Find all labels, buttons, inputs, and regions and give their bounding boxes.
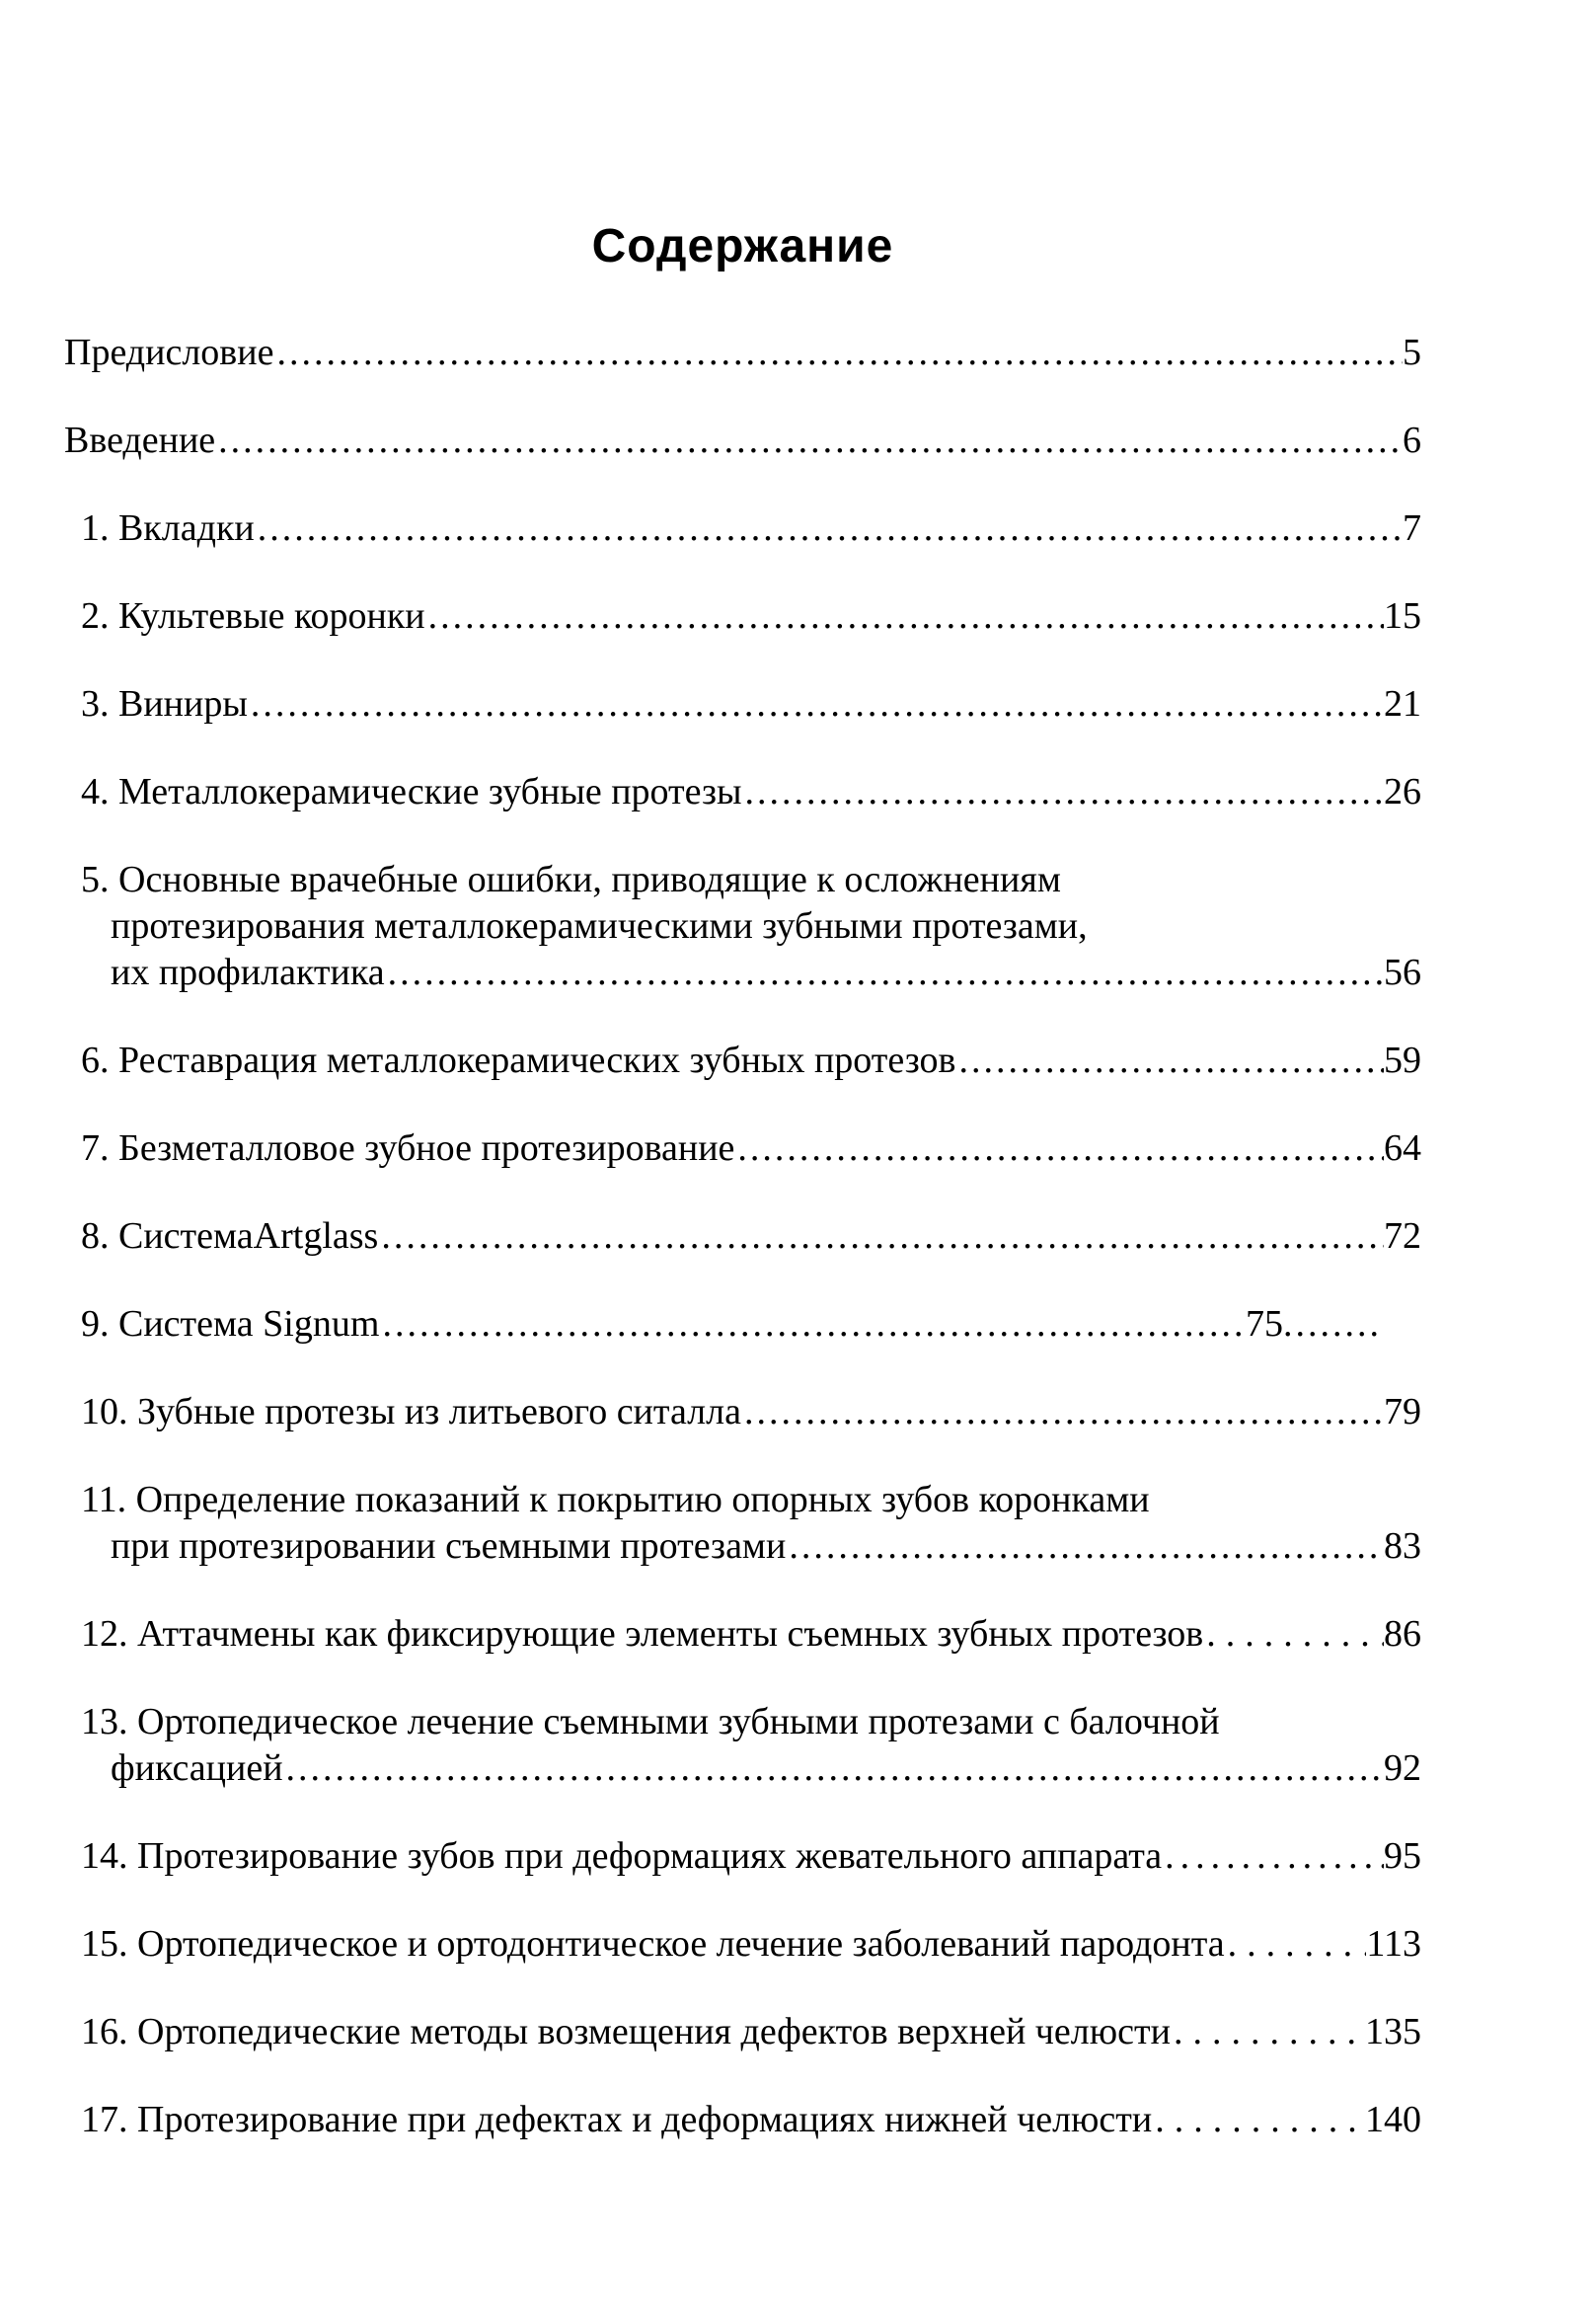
toc-entry-label: 9. Система Signum xyxy=(81,1303,380,1345)
toc-line xyxy=(64,593,1421,640)
dot-leader xyxy=(428,593,1384,640)
toc-entry-label: протезирования металлокерамическими зубными протезами, xyxy=(111,905,1088,947)
toc-entry xyxy=(64,769,1421,815)
dot-leader xyxy=(1206,1611,1384,1658)
toc-line xyxy=(64,1213,1421,1260)
toc-line xyxy=(64,769,1421,815)
dot-leader xyxy=(789,1523,1384,1570)
toc-entry-label: 8. СистемаArtglass xyxy=(81,1215,379,1257)
toc-entry-label: 16. Ортопедические методы возмещения дефектов верхней челюсти xyxy=(81,2011,1171,2052)
toc-entry xyxy=(64,1477,1421,1570)
toc-entry-label: 12. Аттачмены как фиксирующие элементы съемных зубных протезов xyxy=(81,1613,1204,1655)
toc-entry xyxy=(64,1833,1421,1880)
toc-entry-label: при протезировании съемными протезами xyxy=(111,1525,787,1567)
toc-line xyxy=(64,330,1421,376)
toc-line xyxy=(64,505,1421,552)
page-number: 56 xyxy=(1384,952,1421,993)
page-number: 140 xyxy=(1365,2099,1421,2140)
toc-entry-label: 2. Культевые коронки xyxy=(81,595,425,637)
page-number: 83 xyxy=(1384,1525,1421,1567)
toc-line xyxy=(64,903,1421,950)
toc-entry-label: Введение xyxy=(64,420,216,461)
toc-entry xyxy=(64,681,1421,728)
toc-entry xyxy=(64,1213,1421,1260)
dot-leader xyxy=(388,950,1384,996)
dot-leader xyxy=(258,505,1403,552)
toc-entry xyxy=(64,418,1421,464)
page-number: 15 xyxy=(1384,595,1421,637)
toc-entry xyxy=(64,1301,1421,1348)
dot-leader xyxy=(737,1125,1384,1172)
page-title: Содержание xyxy=(591,220,894,272)
toc-entry xyxy=(64,1389,1421,1435)
toc-entry-label: их профилактика xyxy=(111,952,385,993)
toc-entry-label: 13. Ортопедическое лечение съемными зубными протезами с балочной xyxy=(81,1701,1220,1742)
toc-entry-label: 5. Основные врачебные ошибки, приводящие к осложнениям xyxy=(81,859,1061,900)
toc-line xyxy=(64,1389,1421,1435)
toc-entry xyxy=(64,857,1421,996)
page-number: 95 xyxy=(1384,1835,1421,1877)
page-number: 135 xyxy=(1365,2011,1421,2052)
toc-entry xyxy=(64,593,1421,640)
page-number: 75 xyxy=(1246,1303,1283,1345)
toc-line xyxy=(64,681,1421,728)
toc-entry-label: 10. Зубные протезы из литьевого ситалла xyxy=(81,1391,741,1432)
toc-entry xyxy=(64,1611,1421,1658)
dot-leader xyxy=(276,330,1403,376)
dot-leader xyxy=(1228,1921,1367,1968)
dot-leader xyxy=(286,1745,1384,1792)
toc-line xyxy=(64,1699,1421,1745)
toc-entry xyxy=(64,1038,1421,1084)
dot-leader xyxy=(251,681,1384,728)
toc-entry xyxy=(64,2097,1421,2143)
toc-entry xyxy=(64,1125,1421,1172)
toc-entry-label: 15. Ортопедическое и ортодонтическое лечение заболеваний пародонта xyxy=(81,1923,1225,1965)
dot-leader xyxy=(218,418,1403,464)
toc-line xyxy=(64,1301,1421,1348)
toc-line xyxy=(64,857,1421,903)
dot-leader xyxy=(958,1038,1384,1084)
toc-entry-label: 4. Металлокерамические зубные протезы xyxy=(81,771,742,812)
toc-line xyxy=(64,1125,1421,1172)
toc-entry-label: 3. Виниры xyxy=(81,683,248,725)
dot-leader xyxy=(1174,2009,1365,2055)
page-number: 113 xyxy=(1366,1923,1421,1965)
toc-line xyxy=(64,1921,1421,1968)
toc-entry-label: Предисловие xyxy=(64,332,274,373)
toc-line xyxy=(64,1523,1421,1570)
toc-entry-label: 11. Определение показаний к покрытию опорных зубов коронками xyxy=(81,1479,1150,1520)
toc-entry xyxy=(64,2009,1421,2055)
dot-leader xyxy=(381,1213,1384,1260)
toc-line xyxy=(64,1477,1421,1523)
page-number: 21 xyxy=(1384,683,1421,725)
page-number: 26 xyxy=(1384,771,1421,812)
toc-entry-label: фиксацией xyxy=(111,1747,283,1789)
toc-line xyxy=(64,1745,1421,1792)
page-number: 7 xyxy=(1403,507,1421,549)
toc-line xyxy=(64,1833,1421,1880)
toc-line xyxy=(64,1611,1421,1658)
dot-leader xyxy=(1155,2097,1365,2143)
toc-line xyxy=(64,418,1421,464)
toc-entry xyxy=(64,1699,1421,1792)
toc-entry-label: 14. Протезирование зубов при деформациях жевательного аппарата xyxy=(81,1835,1163,1877)
page-number: 64 xyxy=(1384,1127,1421,1169)
page-number: 6 xyxy=(1403,420,1421,461)
toc-line xyxy=(64,2009,1421,2055)
page-number: 79 xyxy=(1384,1391,1421,1432)
page-number: 92 xyxy=(1384,1747,1421,1789)
toc-entry-label: 7. Безметалловое зубное протезирование xyxy=(81,1127,735,1169)
page-number: 59 xyxy=(1384,1040,1421,1081)
dot-leader-tail xyxy=(1283,1301,1382,1348)
toc-entry-label: 6. Реставрация металлокерамических зубных протезов xyxy=(81,1040,956,1081)
page-number: 86 xyxy=(1384,1613,1421,1655)
toc-entry xyxy=(64,330,1421,376)
toc-entry xyxy=(64,1921,1421,1968)
toc-list xyxy=(64,330,1421,2143)
toc-entry-label: 17. Протезирование при дефектах и деформациях нижней челюсти xyxy=(81,2099,1153,2140)
dot-leader xyxy=(745,769,1384,815)
page-number: 5 xyxy=(1403,332,1421,373)
page-number: 72 xyxy=(1384,1215,1421,1257)
toc-line xyxy=(64,2097,1421,2143)
toc-line xyxy=(64,950,1421,996)
toc-entry-label: 1. Вкладки xyxy=(81,507,255,549)
toc-line xyxy=(64,1038,1421,1084)
toc-entry xyxy=(64,505,1421,552)
dot-leader xyxy=(382,1301,1246,1348)
dot-leader xyxy=(1165,1833,1384,1880)
dot-leader xyxy=(744,1389,1384,1435)
